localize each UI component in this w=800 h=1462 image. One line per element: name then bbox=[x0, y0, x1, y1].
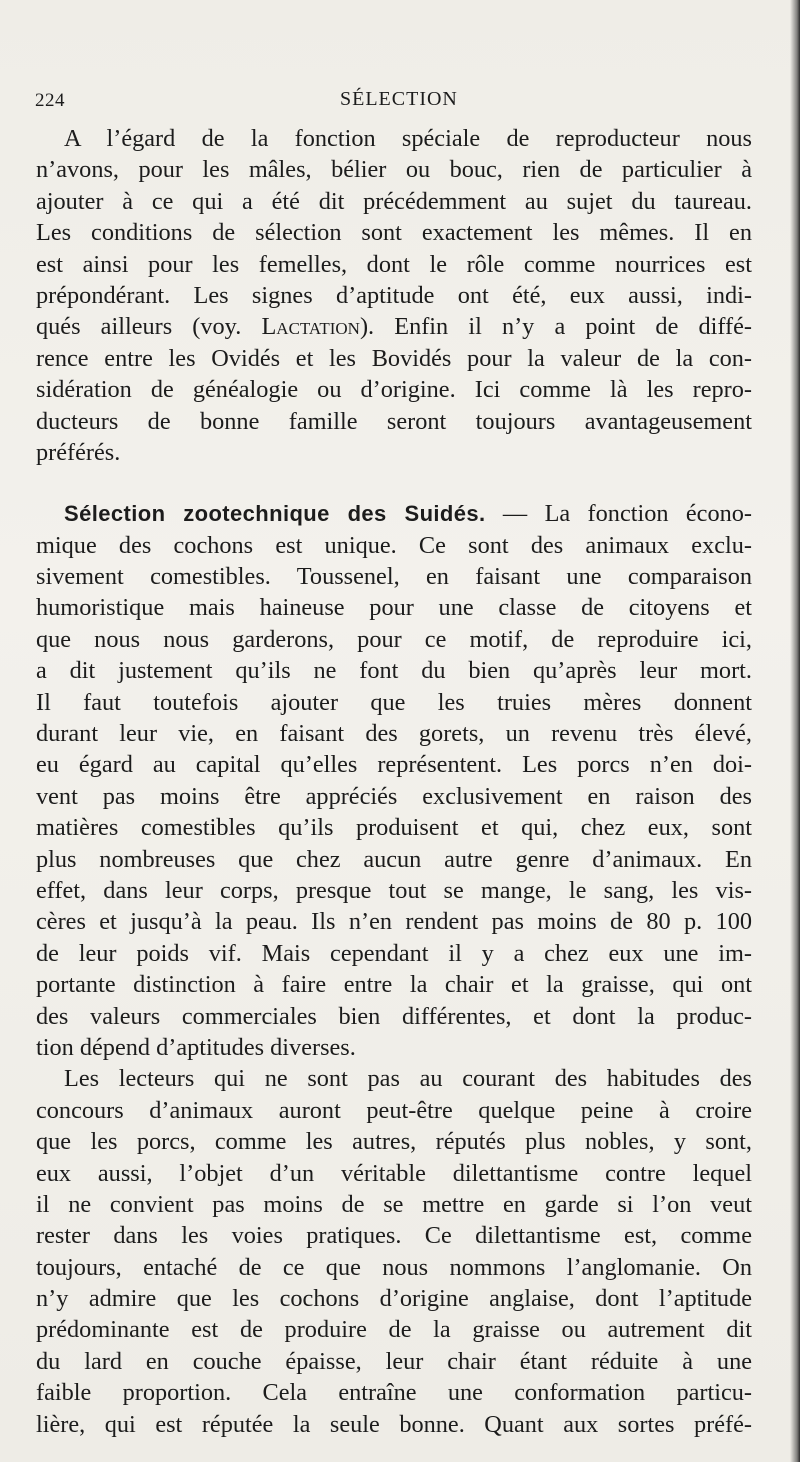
text-line: faible proportion. Cela entraîne une conformation particu- bbox=[36, 1379, 752, 1407]
text-line: cères et jusqu’à la peau. Ils n’en rendent pas moins de 80 p. 100 bbox=[36, 908, 752, 936]
text-line: vent pas moins être appréciés exclusivement en raison des bbox=[36, 782, 752, 810]
text-line: rence entre les Ovidés et les Bovidés pour la valeur de la con- bbox=[36, 344, 752, 372]
text-line: plus nombreuses que chez aucun autre genre d’animaux. En bbox=[36, 845, 752, 873]
text-line: sidération de généalogie ou d’origine. Ici comme là les repro- bbox=[36, 376, 752, 404]
text-line: sivement comestibles. Toussenel, en faisant une comparaison bbox=[36, 563, 752, 591]
text-line: n’y admire que les cochons d’origine anglaise, dont l’aptitude bbox=[36, 1285, 752, 1313]
text-line: de leur poids vif. Mais cependant il y a chez eux une im- bbox=[36, 939, 752, 967]
paragraph bbox=[36, 123, 752, 468]
text-line: matières comestibles qu’ils produisent et qui, chez eux, sont bbox=[36, 814, 752, 842]
text-line: Les lecteurs qui ne sont pas au courant des habitudes des bbox=[64, 1065, 752, 1093]
text-line: des valeurs commerciales bien différentes, et dont la produc- bbox=[36, 1002, 752, 1030]
text-line: ajouter à ce qui a été dit précédemment au sujet du taureau. bbox=[36, 187, 752, 215]
text-line bbox=[36, 311, 752, 342]
text-line: a dit justement qu’ils ne font du bien qu’après leur mort. bbox=[36, 657, 752, 685]
paragraph bbox=[36, 498, 752, 1063]
paragraph-gap bbox=[36, 468, 752, 498]
text-line: prédominante est de produire de la graisse ou autrement dit bbox=[36, 1316, 752, 1344]
text-line: du lard en couche épaisse, leur chair étant réduite à une bbox=[36, 1347, 752, 1375]
text-line: lière, qui est réputée la seule bonne. Quant aux sortes préfé- bbox=[36, 1410, 752, 1438]
text-fragment: qués ailleurs (voy. bbox=[36, 313, 262, 341]
text-line: tion dépend d’aptitudes diverses. bbox=[36, 1033, 356, 1061]
section-heading: Sélection zootechnique des Suidés. bbox=[64, 501, 486, 527]
text-line: ducteurs de bonne famille seront toujours avantageusement bbox=[36, 407, 752, 435]
text-line: prépondérant. Les signes d’aptitude ont été, eux aussi, indi- bbox=[36, 281, 752, 309]
text-line: concours d’animaux auront peut-être quelque peine à croire bbox=[36, 1096, 752, 1124]
text-fragment: ). Enfin il n’y a point de diffé- bbox=[359, 313, 752, 341]
text-line: Les conditions de sélection sont exactement les mêmes. Il en bbox=[36, 219, 752, 247]
cross-reference: Lactation bbox=[261, 313, 360, 341]
text-line: mique des cochons est unique. Ce sont des animaux exclu- bbox=[36, 531, 752, 559]
page-edge-shadow bbox=[790, 0, 800, 1462]
page-header bbox=[35, 86, 760, 114]
text-line: préférés. bbox=[36, 438, 121, 466]
text-line: eux aussi, l’objet d’un véritable dilettantisme contre lequel bbox=[36, 1159, 752, 1187]
text-line bbox=[36, 498, 752, 529]
text-line: rester dans les voies pratiques. Ce dilettantisme est, comme bbox=[36, 1222, 752, 1250]
body-text bbox=[36, 123, 752, 1440]
text-line: Il faut toutefois ajouter que les truies mères donnent bbox=[36, 688, 752, 716]
text-line: portante distinction à faire entre la chair et la graisse, qui ont bbox=[36, 971, 752, 999]
running-title: SÉLECTION bbox=[340, 88, 458, 110]
text-line: est ainsi pour les femelles, dont le rôle comme nourrices est bbox=[36, 250, 752, 278]
text-line: que nous nous garderons, pour ce motif, de reproduire ici, bbox=[36, 625, 752, 653]
text-line: durant leur vie, en faisant des gorets, un revenu très élevé, bbox=[36, 720, 752, 748]
text-line: A l’égard de la fonction spéciale de reproducteur nous bbox=[64, 125, 752, 152]
text-fragment: — La fonction écono- bbox=[485, 500, 752, 528]
text-line: il ne convient pas moins de se mettre en garde si l’on veut bbox=[36, 1190, 752, 1218]
text-line: effet, dans leur corps, presque tout se mange, le sang, les vis- bbox=[36, 876, 752, 904]
page-number: 224 bbox=[35, 90, 65, 111]
text-line: n’avons, pour les mâles, bélier ou bouc, rien de particulier à bbox=[36, 156, 752, 184]
text-line: humoristique mais haineuse pour une classe de citoyens et bbox=[36, 594, 752, 622]
text-line: que les porcs, comme les autres, réputés plus nobles, y sont, bbox=[36, 1128, 752, 1156]
paragraph bbox=[36, 1063, 752, 1440]
text-line: eu égard au capital qu’elles représentent. Les porcs n’en doi- bbox=[36, 751, 752, 779]
text-line: toujours, entaché de ce que nous nommons l’anglomanie. On bbox=[36, 1253, 752, 1281]
